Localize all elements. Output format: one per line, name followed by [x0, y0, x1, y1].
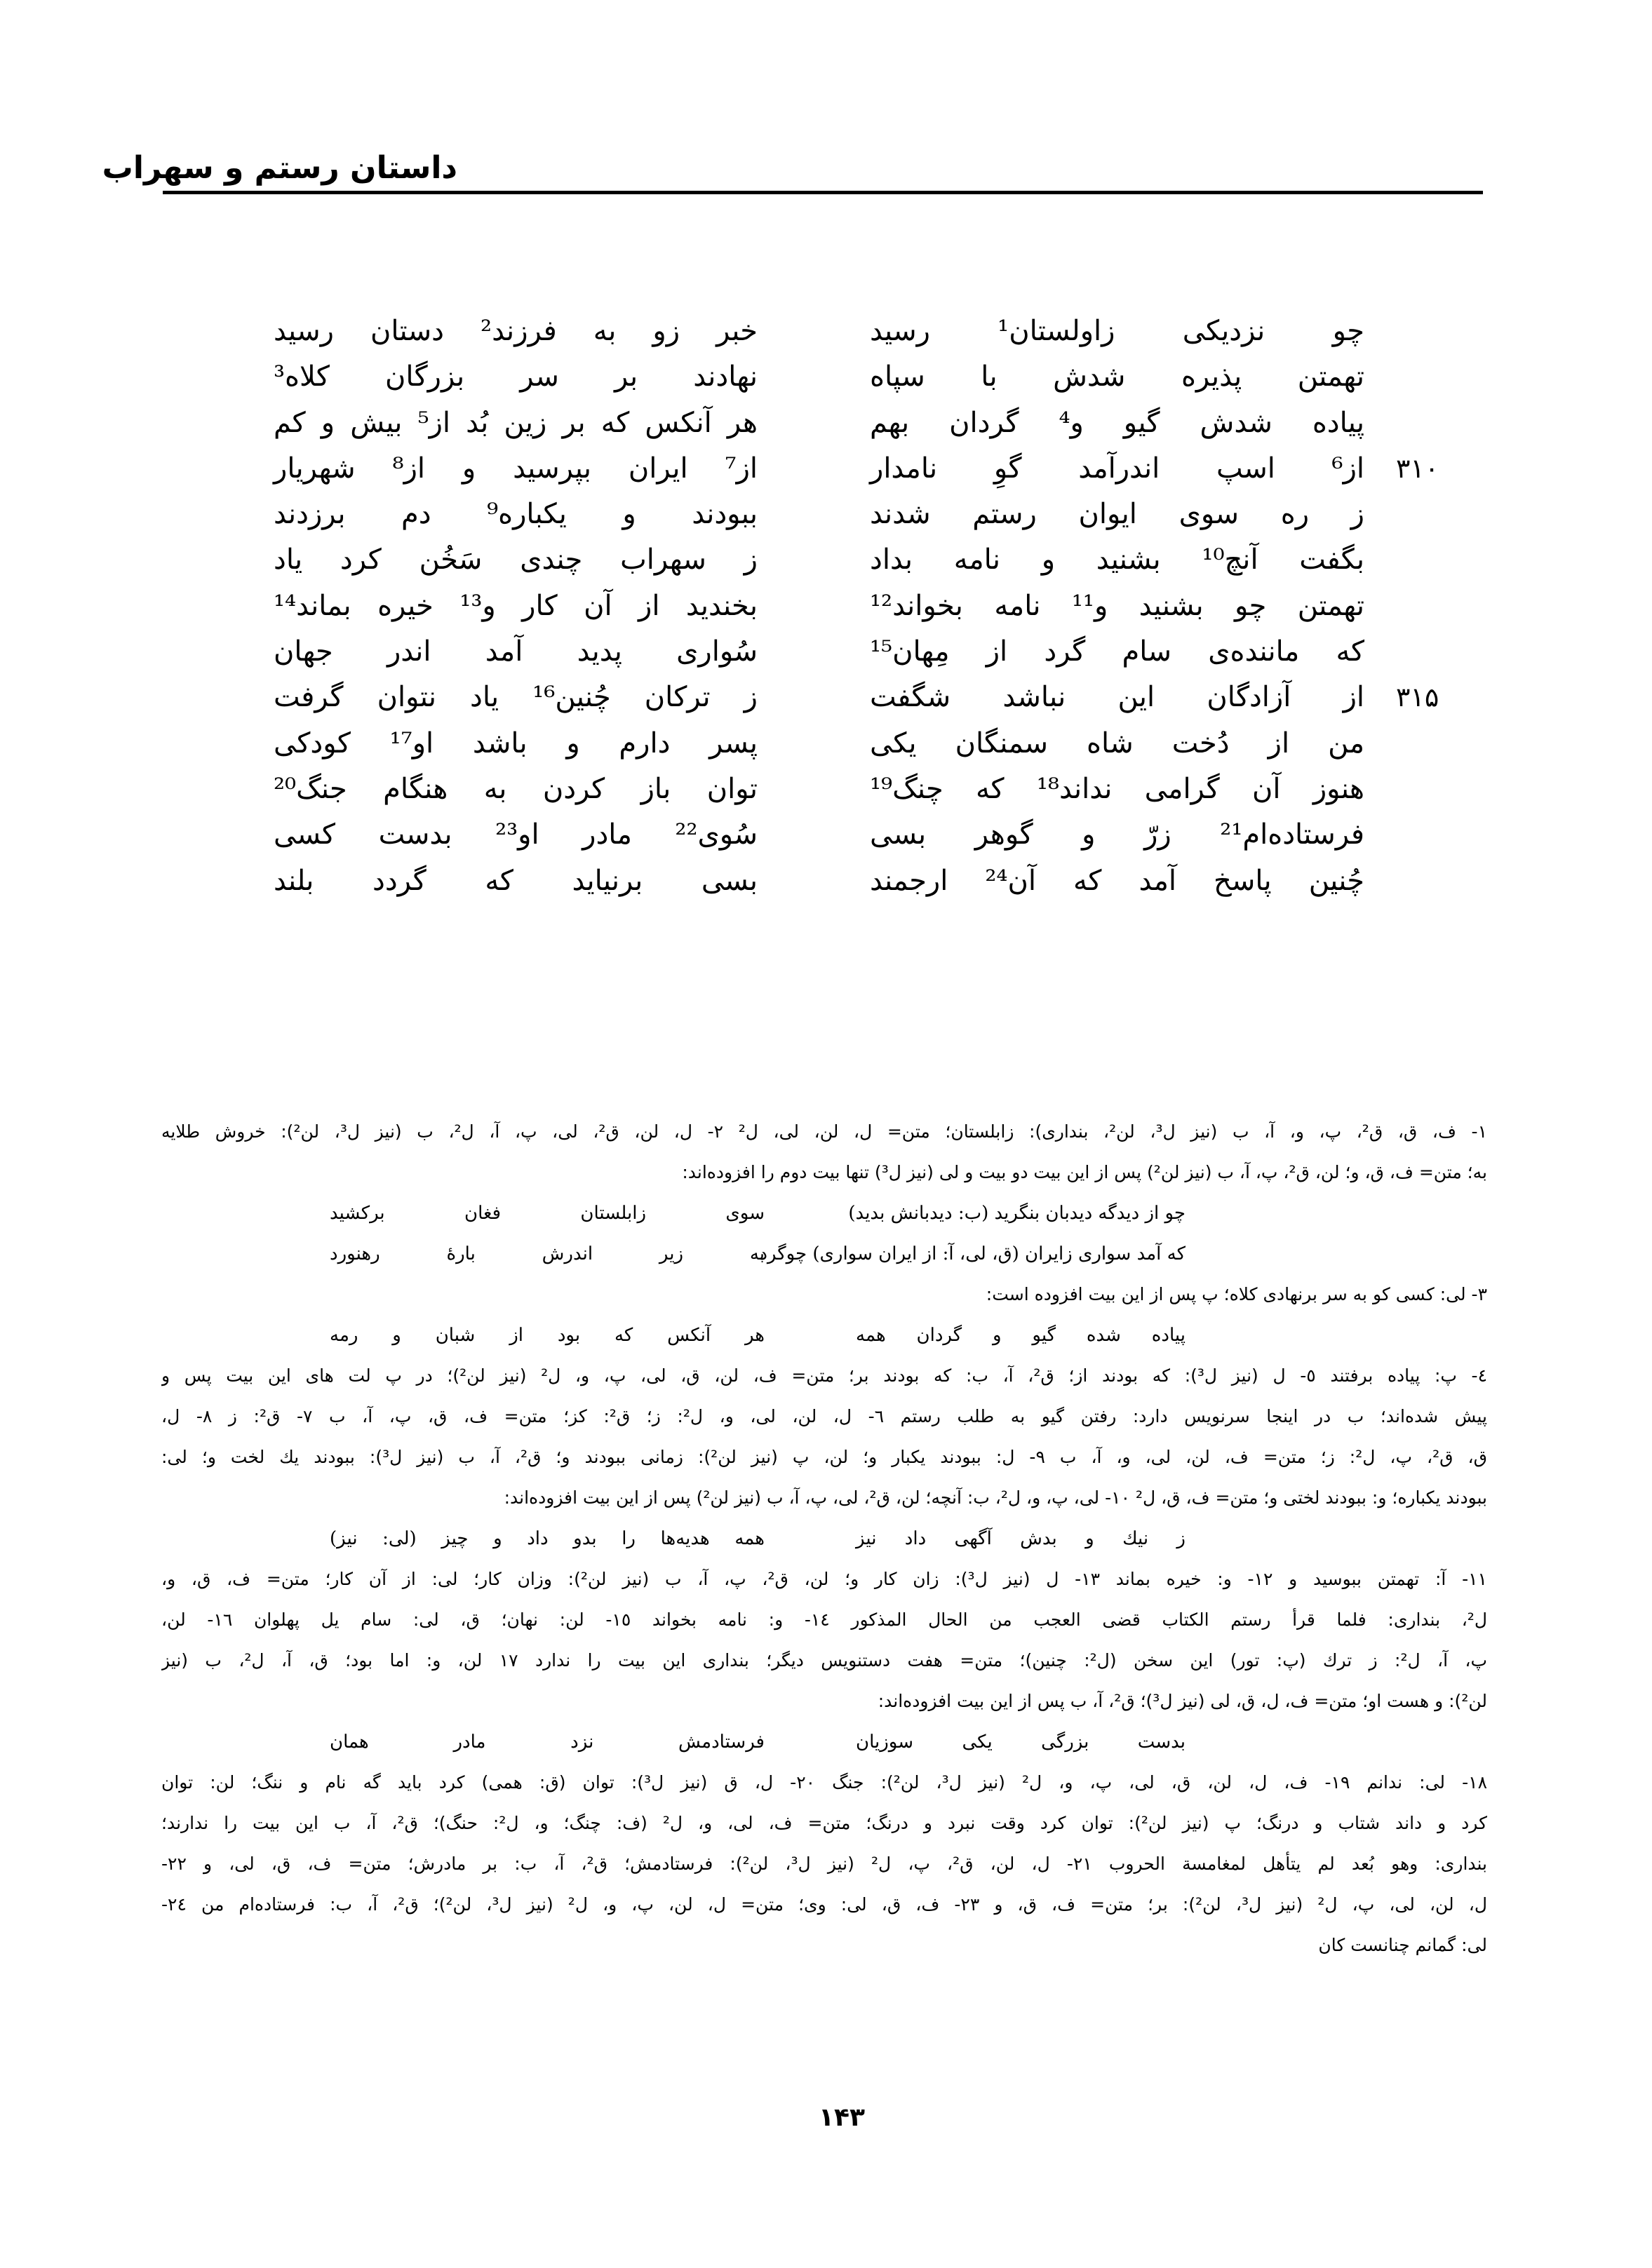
footnote-verse: [161, 1234, 1487, 1274]
footnote-hemistich-right: ز نیك و بدش آگهی داد نیز: [856, 1528, 1186, 1549]
footnote-line: ۳- لی: کسی کو به سر برنهادی کلاه؛ پ پس از این بیت افزوده است:: [986, 1284, 1487, 1304]
verse-couplet: [267, 354, 1459, 400]
footnote-line: ل²، بنداری: فلما قرأ رستم الکتاب قضی العجب من الحال المذکور ١٤- و: نامه بخواند ١٥- لن: نهان؛ ق، لی: سام یل پهلوان ١٦- لن،: [161, 1609, 1487, 1630]
verse-couplet: [267, 629, 1459, 675]
footnote-verse: [161, 1193, 1487, 1234]
hemistich-right: چُنین پاسخ آمد که آن²⁴ ارجمند: [870, 864, 1365, 897]
footnote-line: ببودند یکباره؛ و: ببودند لختی و؛ متن= ف، ق، ل² ١٠- لی، پ، و، ل²، ب: آنچه؛ لن، ق²، لی، پ، آ، ب (نیز لن²) پس از این بیت افزوده‌اند:: [504, 1487, 1487, 1508]
hemistich-right: فرستاده‌ام²¹ زرّ و گوهر بسی: [870, 818, 1364, 851]
verse-couplet: [267, 721, 1459, 767]
footnote-hemistich-right: چو از دیدگه دیدبان بنگرید (ب: دیدبانش بدید): [848, 1203, 1186, 1224]
verse-couplet: [267, 400, 1459, 446]
hemistich-right: هنوز آن گرامی نداند¹⁸ که چنگ¹⁹: [870, 772, 1365, 805]
poem-verses: [267, 309, 1459, 904]
footnote-hemistich-left: هر آنکس که بود از شبان و رمه: [330, 1325, 765, 1346]
hemistich-left: ز سهراب چندی سَخُن کرد یاد: [274, 544, 758, 576]
footnote-line: ل، لن، لی، پ، ل² (نیز ل³، لن²): بر؛ متن= ف، ق، و ٢٣- ف، ق، لی: وی؛ متن= ل، لن، پ، و، ل² (نیز ل³، لن²)؛ ق²، آ، ب: فرستاده‌ام من ٢٤-: [161, 1894, 1487, 1915]
hemistich-left: ببودند و یکباره⁹ دم برزدند: [274, 498, 758, 531]
footnote-line: به؛ متن= ف، ق، و؛ لن، ق²، پ، آ، ب (نیز لن²) پس از این بیت دو بیت و لی (نیز ل³) تنها بیت دوم را افزوده‌اند:: [682, 1162, 1487, 1182]
hemistich-left: از⁷ ایران بپرسید و از⁸ شهریار: [274, 452, 758, 485]
footnote-verse: [161, 1315, 1487, 1356]
footnote-line: کرد و داند شتاب و درنگ؛ پ (نیز لن²): توان کرد وقت نبرد و درنگ؛ متن= ف، لی، و، ل² (ف: چنگ؛ و، ل²: حنگ)؛ ق²، آ، ب این بیت را ندارند؛: [161, 1813, 1487, 1833]
hemistich-left: سُواری پدید آمد اندر جهان: [274, 635, 758, 668]
footnote-line: پ، آ، ل²: ز ترك (پ: تور) این سخن (ل²: چنین)؛ متن= هفت دستنویس دیگر؛ بنداری این بیت را ندارد ١٧ لن، و: اما بود؛ ق، آ، ل²، ب (نیز: [161, 1650, 1487, 1670]
hemistich-right: تهمتن پذیره شدش با سپاه: [870, 360, 1364, 393]
hemistich-right: که ماننده‌ی سام گرد از مِهان¹⁵: [870, 635, 1364, 668]
footnote-hemistich-right: بدست بزرگی یکی سوزیان: [856, 1732, 1186, 1753]
verse-couplet: [267, 583, 1459, 629]
verse-couplet: [267, 858, 1459, 904]
footnote-verse: [161, 1722, 1487, 1762]
footnote-line: لی: گمانم چنانست کان: [1318, 1935, 1487, 1955]
footnote-line: ١٨- لی: ندانم ١٩- ف، ل، لن، ق، لی، پ، و، ل² (نیز ل³، لن²): جنگ ٢٠- ل، ق (نیز ل³): توان (ق: همی) کرد باید گه نام و ننگ؛ لن: توان: [161, 1772, 1487, 1793]
footnotes: [161, 1112, 1487, 1966]
hemistich-right: چو نزدیکی زاولستان¹ رسید: [870, 315, 1364, 347]
footnote-verse: [161, 1518, 1487, 1559]
footnote-line: ۱- ف، ق، ق²، پ، و، آ، ب (نیز ل³، لن²، بنداری): زابلستان؛ متن= ل، لن، لی، ل² ۲- ل، لن، ق²، لی، پ، آ، ل²، ب (نیز ل³، لن²): خروش طلایه: [161, 1121, 1487, 1142]
hemistich-right: از⁶ اسپ اندرآمد گوِ نامدار: [870, 452, 1364, 485]
footnote-line: بنداری: وهو بُعد لم یتأهل لمغامسة الحروب ٢١- ل، لن، ق²، پ، ل² (نیز ل³، لن²): فرستادمش؛ ق²، آ، ب: بر مادرش؛ متن= ف، ق، لی، و ٢٢-: [161, 1854, 1487, 1874]
verse-couplet: [267, 675, 1459, 720]
hemistich-left: نهادند بر سر بزرگان کلاه³: [274, 360, 758, 393]
hemistich-right: من از دُخت شاه سمنگان یکی: [870, 727, 1364, 760]
hemistich-right: ز ره سوی ایوان رستم شدند: [870, 498, 1364, 531]
verse-number: ۳۱۰: [1396, 452, 1439, 484]
hemistich-left: ز ترکان چُنین¹⁶ یاد نتوان گرفت: [274, 681, 758, 714]
footnote-line: لن²): و هست او؛ متن= ف، ل، ق، لی (نیز ل³)؛ ق²، آ، ب پس از این بیت افزوده‌اند:: [878, 1691, 1487, 1711]
verse-couplet: [267, 812, 1459, 858]
verse-couplet: [267, 537, 1459, 583]
page-number: ۱۴۳: [819, 2103, 865, 2132]
hemistich-left: هر آنکس که بر زین بُد از⁵ بیش و کم: [274, 406, 758, 439]
hemistich-left: توان باز کردن به هنگام جنگ²⁰: [274, 772, 758, 805]
footnote-hemistich-right: که آمد سواری زایران (ق، لی، آ: از ایران سواری) چوگرد: [759, 1243, 1186, 1264]
verse-couplet: [267, 492, 1459, 537]
hemistich-left: سُوی²² مادر او²³ بدست کسی: [274, 818, 758, 851]
footnote-hemistich-left: به زیر اندرش بارهٔ رهنورد: [330, 1243, 765, 1264]
footnote-hemistich-right: پیاده شده گیو و گردان همه: [856, 1325, 1186, 1346]
hemistich-left: بسی برنیاید که گردد بلند: [274, 864, 758, 897]
hemistich-left: بخندید از آن کار و¹³ خیره بماند¹⁴: [274, 589, 758, 622]
footnote-hemistich-left: همه هدیه‌ها را بدو داد و چیز (لی: نیز): [330, 1528, 765, 1549]
hemistich-right: پیاده شدش گیو و⁴ گردان بهم: [870, 406, 1364, 439]
verse-couplet: [267, 767, 1459, 812]
verse-couplet: [267, 309, 1459, 354]
hemistich-right: از آزادگان این نباشد شگفت: [870, 681, 1364, 714]
footnote-line: ق، ق²، پ، ل²: ز؛ متن= ف، لن، لی، و، آ، ب ٩- ل: ببودند یکبار و؛ لن، پ (نیز لن²): زمانی ببودند و؛ ق²، آ، ب (نیز ل³): ببودند یك لخت و؛ لی:: [161, 1447, 1487, 1467]
verse-couplet: [267, 446, 1459, 492]
hemistich-left: خبر زو به فرزند² دستان رسید: [274, 315, 758, 347]
verse-number: ۳۱۵: [1396, 682, 1439, 713]
footnote-hemistich-left: سوی زابلستان فغان برکشید: [330, 1203, 765, 1224]
header-rule: [163, 191, 1483, 194]
hemistich-left: پسر دارم و باشد او¹⁷ کودکی: [274, 727, 758, 760]
footnote-line: پیش شده‌اند؛ ب در اینجا سرنویس دارد: رفتن گیو به طلب رستم ٦- ل، لن، لی، و، ل²: ز؛ ق²: کز؛ متن= ف، ق، پ، آ، ب ٧- ق²: ز ٨- ل،: [161, 1406, 1487, 1426]
footnote-line: ١١- آ: تهمتن ببوسید و ١٢- و: خیره بماند ١٣- ل (نیز ل³): زان کار و؛ لن، ق²، پ، آ، ب (نیز لن²): وزان کار؛ لی: از آن کار؛ متن= ف، ق، و،: [161, 1569, 1487, 1589]
hemistich-right: بگفت آنچ¹⁰ بشنید و نامه بداد: [870, 544, 1365, 576]
footnote-hemistich-left: فرستادمش نزد مادر همان: [330, 1732, 765, 1753]
footnote-line: ٤- پ: پیاده برفتند ٥- ل (نیز ل³): که بودند از؛ ق²، آ، ب: که بودند بر؛ متن= ف، لن، ق، لی، پ، و، ل² (نیز لن²)؛ در پ لت های این بیت پس و: [161, 1365, 1487, 1386]
hemistich-right: تهمتن چو بشنید و¹¹ نامه بخواند¹²: [870, 589, 1364, 622]
running-header-title: داستان رستم و سهراب: [102, 150, 457, 186]
